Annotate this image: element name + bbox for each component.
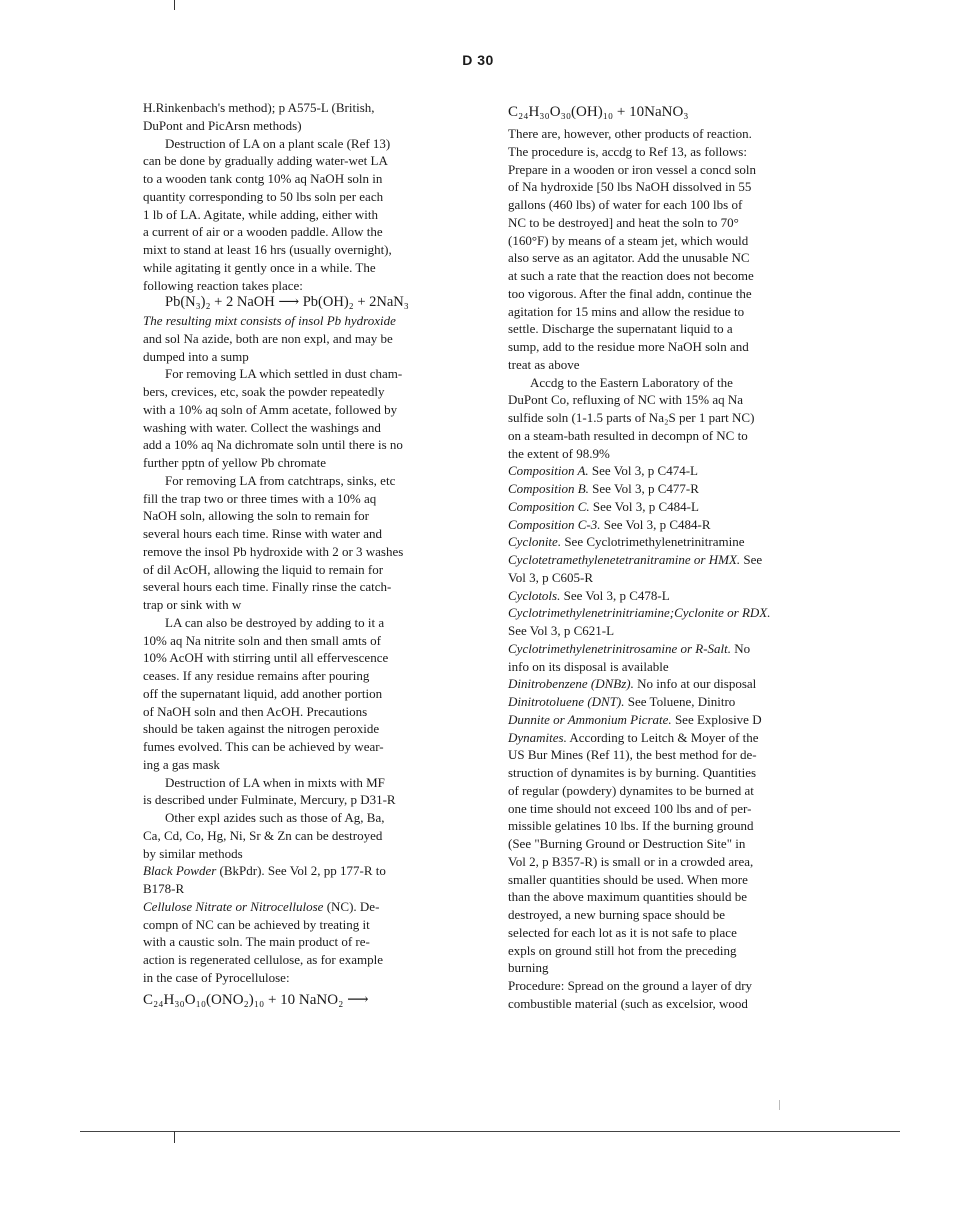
entry-heading: Cyclotetramethylenetetranitramine or HMX.: [508, 552, 741, 567]
entry-text: See Explosive D: [671, 711, 762, 727]
text-line: Prepare in a wooden or iron vessel a concd soln: [508, 161, 757, 177]
text-line: of NaOH soln and then AcOH. Precautions: [143, 703, 368, 719]
entry-heading: Cyclotrimethylenetrinitrosamine or R-Salt.: [508, 640, 732, 656]
top-margin-mark: [174, 0, 175, 10]
text-line: US Bur Mines (Ref 11), the best method for de-: [508, 747, 757, 763]
entry-cellulose-nitrate: [143, 898, 488, 916]
entry-text: See Vol 3, p C474-L: [588, 463, 698, 479]
scan-mark: [779, 1100, 780, 1110]
text-line: Destruction of LA on a plant scale (Ref 13): [165, 135, 391, 151]
text-line: mixt to stand at least 16 hrs (usually overnight),: [143, 242, 392, 257]
text-line: struction of dynamites is by burning. Quantities: [508, 765, 757, 780]
entry-heading: Cellulose Nitrate or Nitrocellulose: [143, 898, 324, 914]
entry-heading: Composition C-3.: [508, 516, 601, 532]
entry-heading: Dunnite or Ammonium Picrate.: [508, 711, 672, 727]
entry-text: See Vol 3, p C478-L: [560, 587, 670, 603]
text-line: 10% aq Na nitrite soln and then small amts of: [143, 632, 381, 648]
text-line: a current of air or a wooden paddle. Allow the: [143, 224, 383, 240]
entry-heading: Cyclonite.: [508, 534, 562, 550]
equation-nitrocellulose: C₂₄H₃₀O₁₀(ONO₂)₁₀ + 10 NaNO₂ ⟶: [143, 991, 369, 1008]
entry-text: See Vol 3, p C477-R: [588, 481, 699, 496]
entry-heading: Cyclotols.: [508, 587, 561, 603]
text-line: bers, crevices, etc, soak the powder repeatedly: [143, 384, 385, 399]
entry-rdx: Cyclotrimethylenetrinitriamine;Cyclonite or RDX.: [508, 605, 771, 621]
text-line: than the above maximum quantities should be: [508, 889, 748, 905]
text-line: on a steam-bath resulted in decompn of NC to: [508, 427, 748, 443]
entry-heading: Dynamites.: [508, 729, 567, 745]
text-line: info on its disposal is available: [508, 658, 669, 674]
text-line: treat as above: [508, 356, 580, 372]
entry-text: No: [731, 640, 751, 656]
text-line: LA can also be destroyed by adding to it a: [165, 614, 385, 630]
text-line: burning: [508, 960, 549, 976]
equation-product: C₂₄H₃₀O₃₀(OH)₁₀ + 10NaNO₃: [508, 104, 689, 120]
entry-dunnite: [508, 711, 838, 729]
text-line: Other expl azides such as those of Ag, Ba,: [165, 810, 385, 825]
text-line: action is regenerated cellulose, as for example: [143, 952, 384, 967]
text-line: See Vol 3, p C621-L: [508, 623, 615, 638]
text-line: while agitating it gently once in a while. The: [143, 259, 376, 275]
text-line: 1 lb of LA. Agitate, while adding, either with: [143, 206, 379, 222]
text-line: Vol 3, p C605-R: [508, 569, 593, 585]
entry-dnbz: [508, 675, 838, 693]
entry-text: See: [740, 552, 763, 567]
text-line: following reaction takes place:: [143, 277, 303, 293]
entry-dnt: [508, 693, 838, 711]
text-line: with a 10% aq soln of Amm acetate, followed by: [143, 401, 398, 417]
text-line: washing with water. Collect the washings and: [143, 419, 381, 435]
text-line: of Na hydroxide [50 lbs NaOH dissolved in 55: [508, 179, 752, 195]
entry-cyclotols: [508, 587, 838, 605]
entry-composition-a: [508, 462, 838, 480]
entry-composition-c3: [508, 516, 838, 534]
entry-text: See Vol 3, p C484-R: [600, 516, 711, 532]
text-line: expls on ground still hot from the preceding: [508, 942, 737, 958]
text-line: NaOH soln, allowing the soln to remain for: [143, 508, 370, 524]
entry-text: (NC). De-: [323, 898, 380, 914]
entry-text: See Toluene, Dinitro: [624, 694, 736, 709]
text-line: 10% AcOH with stirring until all effervescence: [143, 650, 389, 666]
text-line: fumes evolved. This can be achieved by wear-: [143, 739, 384, 754]
left-column: [143, 99, 488, 1013]
text-line: several hours each time. Finally rinse the catch-: [143, 579, 392, 595]
text-line: fill the trap two or three times with a 10% aq: [143, 490, 377, 506]
text-line: DuPont Co, refluxing of NC with 15% aq Na: [508, 392, 744, 408]
text-line: The resulting mixt consists of insol Pb hydroxide: [143, 313, 396, 328]
text-line: destroyed, a new burning space should be: [508, 907, 725, 922]
text-line: agitation for 15 mins and allow the residue to: [508, 303, 745, 319]
text-line: ceases. If any residue remains after pouring: [143, 668, 370, 683]
text-line: Vol 2, p B357-R) is small or in a crowded area,: [508, 853, 754, 869]
text-line: ing a gas mask: [143, 756, 220, 772]
text-line: to a wooden tank contg 10% aq NaOH soln in: [143, 171, 383, 186]
text-line: B178-R: [143, 881, 185, 896]
entry-text: Spread on the ground a layer of dry: [564, 978, 753, 993]
text-line: can be done by gradually adding water-wet LA: [143, 153, 388, 169]
entry-heading: Dinitrobenzene (DNBz).: [508, 676, 634, 692]
text-line: trap or sink with w: [143, 597, 242, 612]
text-line: of regular (powdery) dynamites to be burned at: [508, 782, 754, 798]
text-line: smaller quantities should be used. When more: [508, 871, 748, 887]
text-line: also serve as an agitator. Add the unusable NC: [508, 250, 750, 266]
entry-heading: Black Powder: [143, 863, 217, 879]
text-line: one time should not exceed 100 lbs and of per-: [508, 800, 752, 816]
right-column: [508, 99, 838, 1013]
entry-heading: Procedure:: [508, 978, 565, 993]
text-line: NC to be destroyed] and heat the soln to 70°: [508, 214, 739, 230]
text-line: quantity corresponding to 50 lbs soln per each: [143, 188, 384, 204]
text-line: For removing LA which settled in dust cham-: [165, 366, 403, 382]
entry-heading: Composition B.: [508, 481, 589, 496]
text-line: Accdg to the Eastern Laboratory of the: [530, 374, 733, 390]
text-line: with a caustic soln. The main product of re-: [143, 934, 370, 950]
entry-text: (BkPdr). See Vol 2, pp 177-R to: [216, 863, 386, 879]
footer-rule: [80, 1131, 900, 1132]
text-line: at such a rate that the reaction does not become: [508, 268, 754, 283]
text-line: by similar methods: [143, 845, 243, 861]
page-number: D 30: [462, 52, 494, 68]
text-line: (160°F) by means of a steam jet, which would: [508, 232, 749, 248]
entry-text: See Vol 3, p C484-L: [589, 498, 699, 514]
text-line: of dil AcOH, allowing the liquid to remain for: [143, 561, 384, 577]
text-line: combustible material (such as excelsior, wood: [508, 995, 748, 1011]
text-line: Destruction of LA when in mixts with MF: [165, 774, 385, 790]
text-line: should be taken against the nitrogen peroxide: [143, 721, 380, 737]
entry-composition-c: [508, 498, 838, 516]
entry-r-salt: [508, 640, 838, 658]
text-line: DuPont and PicArsn methods): [143, 117, 302, 133]
entry-text: No info at our disposal: [633, 676, 757, 692]
text-line: For removing LA from catchtraps, sinks, etc: [165, 472, 396, 488]
text-line: remove the insol Pb hydroxide with 2 or 3 washes: [143, 543, 404, 559]
entry-dynamites: [508, 729, 838, 747]
entry-composition-b: [508, 480, 838, 498]
entry-hmx: [508, 551, 838, 569]
entry-procedure: [508, 977, 838, 995]
text-line: in the case of Pyrocellulose:: [143, 969, 290, 985]
entry-text: See Cyclotrimethylenetrinitramine: [561, 534, 745, 550]
entry-black-powder: [143, 862, 488, 880]
text-line: several hours each time. Rinse with water and: [143, 526, 382, 541]
text-line: (See "Burning Ground or Destruction Site" in: [508, 836, 746, 851]
text-line: dumped into a sump: [143, 348, 249, 364]
footer-margin-mark: [174, 1131, 175, 1143]
text-line: There are, however, other products of reaction.: [508, 126, 752, 141]
text-line: missible gelatines 10 lbs. If the burning ground: [508, 818, 754, 834]
text-line: sump, add to the residue more NaOH soln and: [508, 339, 749, 354]
text-line: gallons (460 lbs) of water for each 100 lbs of: [508, 197, 743, 212]
entry-heading: Composition C.: [508, 498, 590, 514]
text-line: The procedure is, accdg to Ref 13, as follows:: [508, 143, 747, 159]
text-line: Ca, Cd, Co, Hg, Ni, Sr & Zn can be destroyed: [143, 827, 383, 843]
text-line: selected for each lot as it is not safe to place: [508, 924, 737, 940]
entry-heading: Dinitrotoluene (DNT).: [508, 694, 625, 709]
text-line: further pptn of yellow Pb chromate: [143, 455, 327, 470]
equation-lead-azide: Pb(N₃)₂ + 2 NaOH ⟶ Pb(OH)₂ + 2NaN₃: [165, 294, 409, 311]
text-line: is described under Fulminate, Mercury, p D31-R: [143, 792, 396, 808]
text-line: the extent of 98.9%: [508, 445, 610, 461]
text-line: add a 10% aq Na dichromate soln until there is no: [143, 437, 403, 453]
entry-text: According to Leitch & Moyer of the: [566, 729, 759, 745]
text-line: settle. Discharge the supernatant liquid to a: [508, 321, 733, 337]
text-line: compn of NC can be achieved by treating it: [143, 916, 370, 932]
text-line: sulfide soln (1-1.5 parts of Na₂S per 1 part NC): [508, 410, 755, 425]
text-line: H.Rinkenbach's method); p A575-L (British,: [143, 100, 375, 115]
entry-heading: Composition A.: [508, 463, 589, 479]
text-line: and sol Na azide, both are non expl, and may be: [143, 330, 393, 346]
text-line: too vigorous. After the final addn, continue the: [508, 285, 752, 301]
text-line: off the supernatant liquid, add another portion: [143, 685, 383, 701]
entry-cyclonite: [508, 533, 838, 551]
